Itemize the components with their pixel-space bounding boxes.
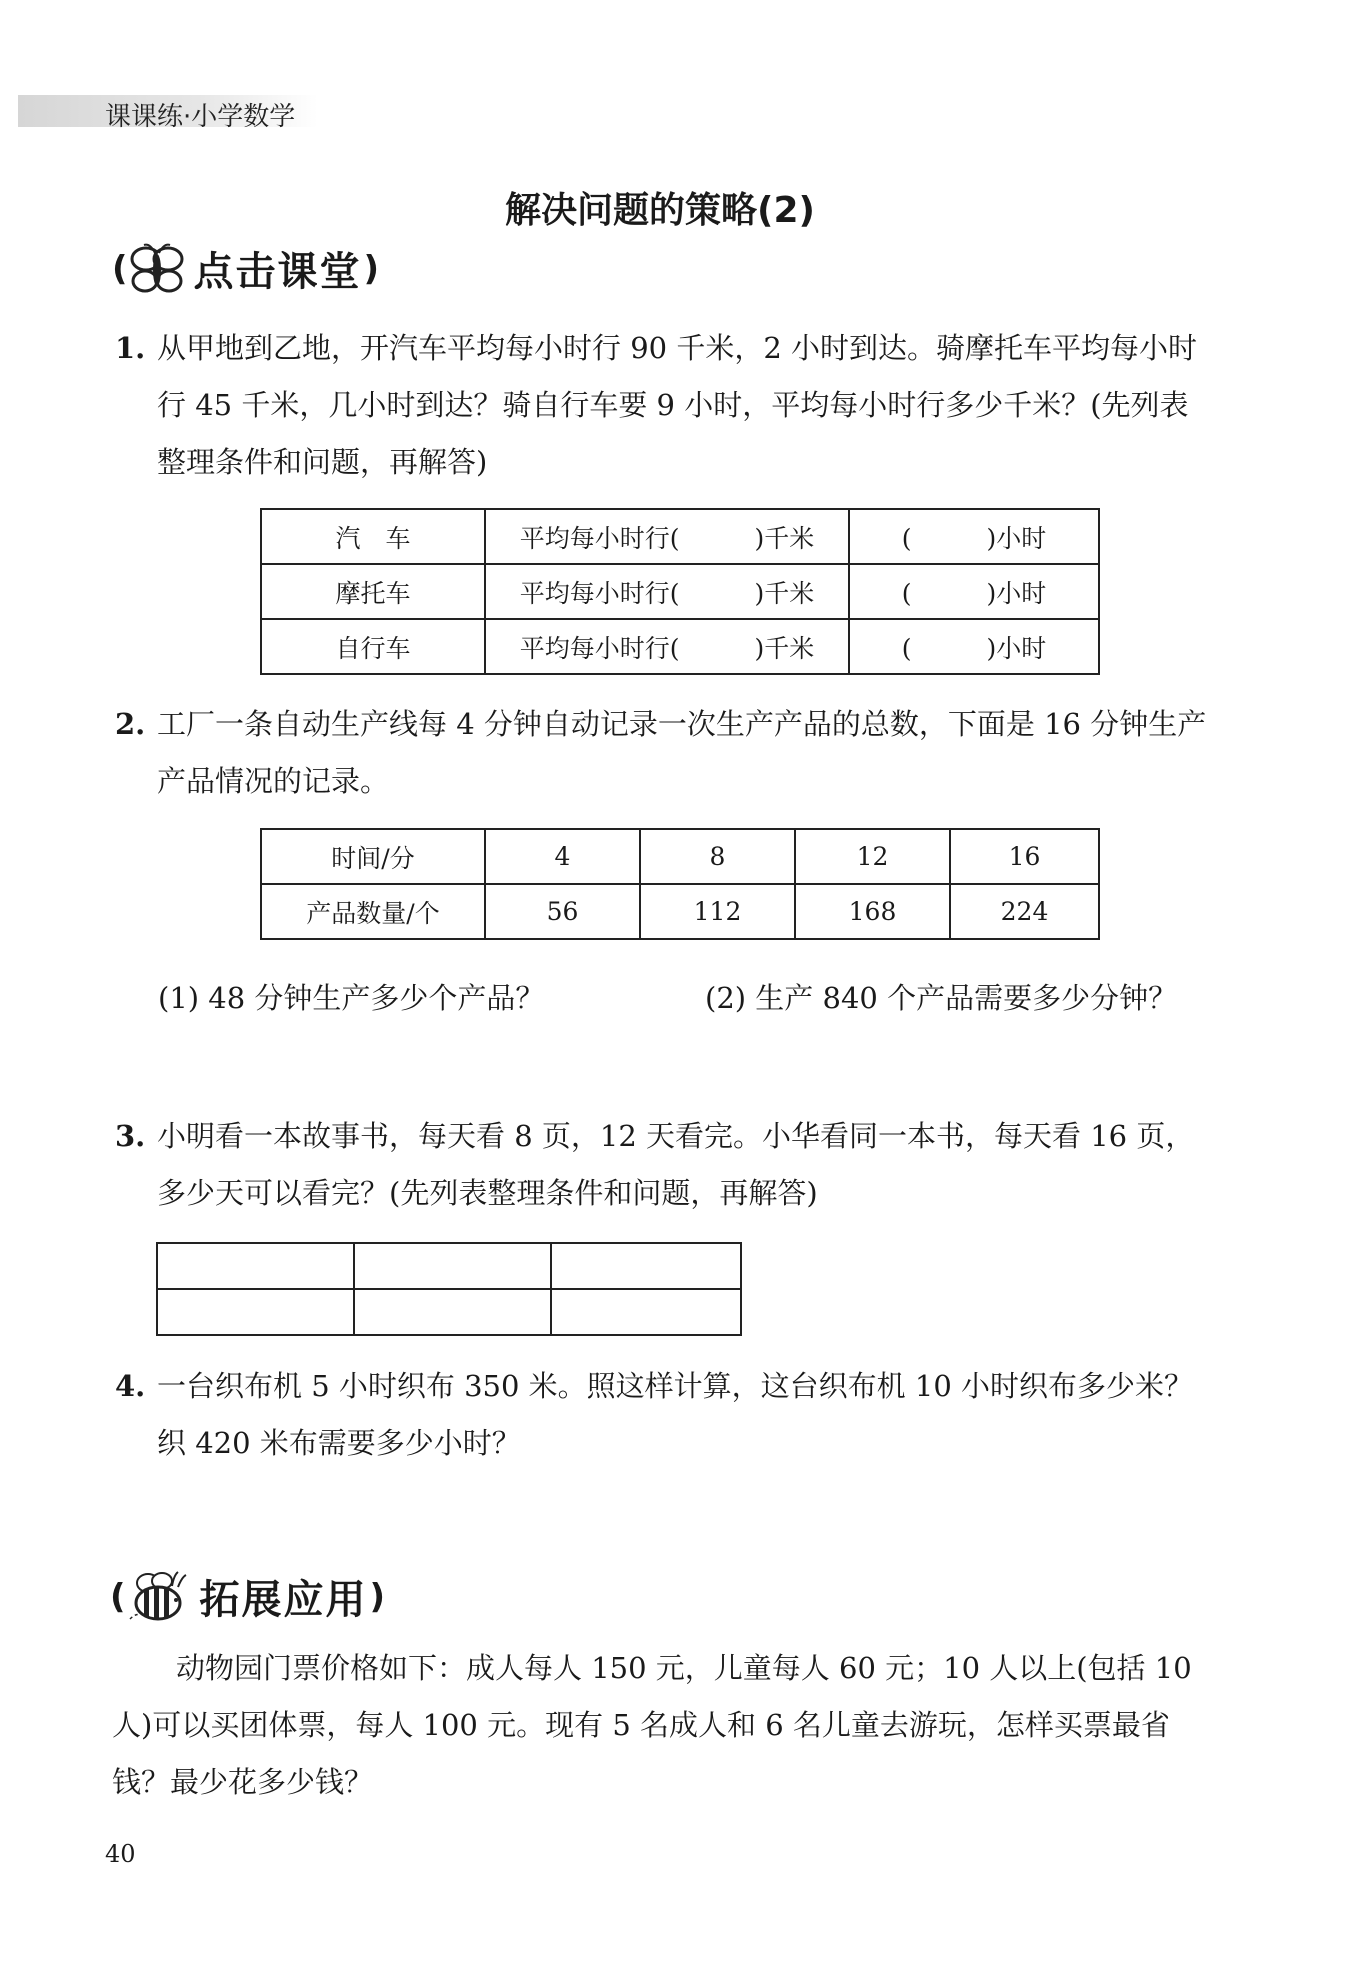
table-cell [551, 1243, 741, 1289]
q3-blank-table [156, 1242, 742, 1336]
page-number: 40 [105, 1840, 136, 1868]
bracket-left-icon: ( [112, 248, 128, 289]
section-header-extension [110, 1568, 385, 1625]
question-1 [115, 320, 1212, 491]
table-row [261, 884, 1099, 939]
table-row [261, 619, 1099, 674]
table-row [157, 1243, 741, 1289]
table-cell [354, 1289, 551, 1335]
table-cell: ( )小时 [849, 564, 1099, 619]
table-row [157, 1289, 741, 1335]
question-number: 4. [115, 1369, 146, 1403]
table-cell: ( )小时 [849, 509, 1099, 564]
table-cell: 汽 车 [261, 509, 485, 564]
extension-text: 动物园门票价格如下：成人每人 150 元，儿童每人 60 元；10 人以上(包括 10 人)可以买团体票，每人 100 元。现有 5 名成人和 6 名儿童去游玩，怎样买票最省钱？最少花多少钱？ [112, 1651, 1192, 1799]
question-number: 1. [115, 331, 146, 365]
section-label: 拓展应用 [199, 1577, 368, 1623]
question-2 [115, 696, 1212, 810]
bracket-right-icon: ) [369, 1576, 386, 1617]
table-cell: 自行车 [261, 619, 485, 674]
table-cell: 56 [485, 884, 640, 939]
q2-table [260, 828, 1100, 940]
q2-subquestion-1: (1) 48 分钟生产多少个产品？ [158, 981, 545, 1015]
table-cell: ( )小时 [849, 619, 1099, 674]
table-cell: 224 [950, 884, 1099, 939]
question-number: 2. [115, 707, 146, 741]
table-row [261, 509, 1099, 564]
question-text: 小明看一本故事书，每天看 8 页，12 天看完。小华看同一本书，每天看 16 页，多少天可以看完？(先列表整理条件和问题，再解答) [157, 1119, 1195, 1210]
table-cell: 4 [485, 829, 640, 884]
table-cell: 产品数量/个 [261, 884, 485, 939]
table-cell: 时间/分 [261, 829, 485, 884]
question-3 [115, 1108, 1212, 1222]
section-label: 点击课堂 [193, 249, 362, 295]
table-cell [354, 1243, 551, 1289]
table-cell: 112 [640, 884, 795, 939]
table-row [261, 829, 1099, 884]
table-cell [157, 1243, 354, 1289]
table-cell: 平均每小时行( )千米 [485, 564, 849, 619]
question-text: 从甲地到乙地，开汽车平均每小时行 90 千米，2 小时到达。骑摩托车平均每小时行 45 千米，几小时到达？骑自行车要 9 小时，平均每小时行多少千米？(先列表整理条件和问题，再解答) [157, 331, 1198, 479]
table-cell: 8 [640, 829, 795, 884]
section-header-classroom [112, 240, 379, 297]
bracket-right-icon: ) [363, 248, 380, 289]
table-cell: 168 [795, 884, 950, 939]
q2-subquestion-2: (2) 生产 840 个产品需要多少分钟？ [705, 981, 1178, 1015]
bracket-left-icon: ( [110, 1576, 126, 1617]
table-cell [551, 1289, 741, 1335]
question-4 [115, 1358, 1212, 1472]
page-title: 解决问题的策略(2) [505, 190, 815, 231]
butterfly-icon [128, 241, 190, 297]
table-cell: 平均每小时行( )千米 [485, 619, 849, 674]
table-row [261, 564, 1099, 619]
table-cell: 16 [950, 829, 1099, 884]
question-text: 工厂一条自动生产线每 4 分钟自动记录一次生产产品的总数，下面是 16 分钟生产产品情况的记录。 [157, 707, 1207, 798]
table-cell: 12 [795, 829, 950, 884]
table-cell: 平均每小时行( )千米 [485, 509, 849, 564]
header-title: 课课练·小学数学 [105, 102, 296, 132]
table-cell: 摩托车 [261, 564, 485, 619]
q1-table [260, 508, 1100, 675]
question-text: 一台织布机 5 小时织布 350 米。照这样计算，这台织布机 10 小时织布多少米？织 420 米布需要多少小时？ [157, 1369, 1194, 1460]
bee-icon [126, 1569, 196, 1625]
table-cell [157, 1289, 354, 1335]
question-number: 3. [115, 1119, 146, 1153]
